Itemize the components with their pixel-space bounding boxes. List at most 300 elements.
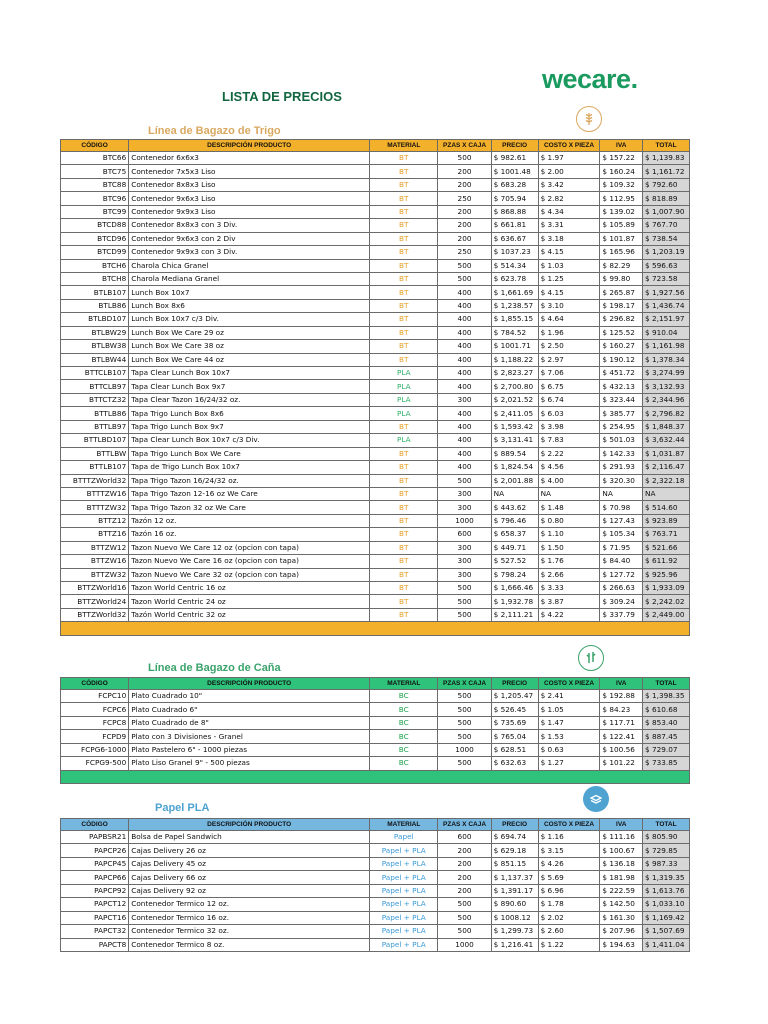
total-cell: $ 763.71 xyxy=(643,528,690,541)
price-cell: $ 1,205.47 xyxy=(491,690,538,703)
iva-cell: $ 71.95 xyxy=(600,541,643,554)
iva-cell: $ 160.27 xyxy=(600,340,643,353)
code-cell: BTTCLB97 xyxy=(61,380,129,393)
table-row xyxy=(61,925,690,938)
table-row xyxy=(61,299,690,312)
pieces-per-box-cell: 250 xyxy=(438,246,491,259)
cost-per-piece-cell: $ 1.50 xyxy=(538,541,600,554)
total-cell: $ 1,161.72 xyxy=(643,165,690,178)
description-cell: Contenedor 7x5x3 Liso xyxy=(129,165,370,178)
description-cell: Contenedor 6x6x3 xyxy=(129,152,370,165)
code-cell: BTTZW32 xyxy=(61,568,129,581)
iva-cell: $ 111.16 xyxy=(600,831,643,844)
code-cell: FCPC10 xyxy=(61,690,129,703)
table-row xyxy=(61,898,690,911)
code-cell: BTTZW16 xyxy=(61,555,129,568)
total-cell: $ 2,344.96 xyxy=(643,393,690,406)
iva-cell: $ 265.87 xyxy=(600,286,643,299)
total-cell: $ 723.58 xyxy=(643,272,690,285)
material-cell: BT xyxy=(370,178,438,191)
price-cell: $ 765.04 xyxy=(491,730,538,743)
table-row xyxy=(61,884,690,897)
description-cell: Tapa Trigo Tazon 16/24/32 oz. xyxy=(129,474,370,487)
iva-cell: $ 309.24 xyxy=(600,595,643,608)
price-cell: $ 683.28 xyxy=(491,178,538,191)
price-cell: $ 1001.48 xyxy=(491,165,538,178)
pieces-per-box-cell: 200 xyxy=(438,219,491,232)
pieces-per-box-cell: 400 xyxy=(438,286,491,299)
column-header: COSTO X PIEZA xyxy=(538,140,600,152)
description-cell: Tapa Trigo Lunch Box 8x6 xyxy=(129,407,370,420)
pieces-per-box-cell: 400 xyxy=(438,447,491,460)
description-cell: Tazon Nuevo We Care 16 oz (opcion con tapa) xyxy=(129,555,370,568)
material-cell: BT xyxy=(370,326,438,339)
table-row xyxy=(61,219,690,232)
iva-cell: $ 70.98 xyxy=(600,501,643,514)
cost-per-piece-cell: $ 0.80 xyxy=(538,514,600,527)
table-row xyxy=(61,757,690,770)
pieces-per-box-cell: 200 xyxy=(438,884,491,897)
price-cell: $ 982.61 xyxy=(491,152,538,165)
cost-per-piece-cell: $ 1.16 xyxy=(538,831,600,844)
cost-per-piece-cell: NA xyxy=(538,487,600,500)
material-cell: BT xyxy=(370,608,438,621)
description-cell: Tazon World Centric 16 oz xyxy=(129,582,370,595)
material-cell: BT xyxy=(370,259,438,272)
code-cell: BTLBW29 xyxy=(61,326,129,339)
total-cell: $ 3,632.44 xyxy=(643,434,690,447)
total-cell: $ 1,139.83 xyxy=(643,152,690,165)
material-cell: BC xyxy=(370,757,438,770)
iva-cell: $ 127.72 xyxy=(600,568,643,581)
total-cell: $ 1,398.35 xyxy=(643,690,690,703)
iva-cell: $ 122.41 xyxy=(600,730,643,743)
code-cell: BTCD99 xyxy=(61,246,129,259)
total-cell: $ 733.85 xyxy=(643,757,690,770)
total-cell: $ 1,031.87 xyxy=(643,447,690,460)
description-cell: Cajas Delivery 66 oz xyxy=(129,871,370,884)
total-cell: $ 3,132.93 xyxy=(643,380,690,393)
code-cell: FCPG6-1000 xyxy=(61,743,129,756)
price-cell: $ 1037.23 xyxy=(491,246,538,259)
code-cell: PAPCT8 xyxy=(61,938,129,951)
table-row xyxy=(61,857,690,870)
column-header: PRECIO xyxy=(491,140,538,152)
material-cell: BT xyxy=(370,299,438,312)
pieces-per-box-cell: 1000 xyxy=(438,938,491,951)
pieces-per-box-cell: 400 xyxy=(438,434,491,447)
cost-per-piece-cell: $ 2.02 xyxy=(538,911,600,924)
cost-per-piece-cell: $ 2.60 xyxy=(538,925,600,938)
iva-cell: $ 157.22 xyxy=(600,152,643,165)
table-row xyxy=(61,272,690,285)
cost-per-piece-cell: $ 2.97 xyxy=(538,353,600,366)
cost-per-piece-cell: $ 3.18 xyxy=(538,232,600,245)
total-cell: $ 767.70 xyxy=(643,219,690,232)
iva-cell: $ 161.30 xyxy=(600,911,643,924)
cost-per-piece-cell: $ 4.34 xyxy=(538,205,600,218)
iva-cell: $ 222.59 xyxy=(600,884,643,897)
price-cell: $ 705.94 xyxy=(491,192,538,205)
column-header: MATERIAL xyxy=(370,678,438,690)
description-cell: Tapa de Trigo Lunch Box 10x7 xyxy=(129,461,370,474)
description-cell: Contenedor 8x8x3 Liso xyxy=(129,178,370,191)
cost-per-piece-cell: $ 1.97 xyxy=(538,152,600,165)
table-row xyxy=(61,407,690,420)
pieces-per-box-cell: 500 xyxy=(438,757,491,770)
cost-per-piece-cell: $ 2.50 xyxy=(538,340,600,353)
description-cell: Lunch Box We Care 38 oz xyxy=(129,340,370,353)
iva-cell: $ 142.50 xyxy=(600,898,643,911)
pieces-per-box-cell: 300 xyxy=(438,501,491,514)
column-header: CÓDIGO xyxy=(61,678,129,690)
total-cell: $ 987.33 xyxy=(643,857,690,870)
pieces-per-box-cell: 400 xyxy=(438,326,491,339)
table-row xyxy=(61,246,690,259)
price-cell: $ 1,391.17 xyxy=(491,884,538,897)
material-cell: PLA xyxy=(370,380,438,393)
code-cell: BTC66 xyxy=(61,152,129,165)
cost-per-piece-cell: $ 1.96 xyxy=(538,326,600,339)
code-cell: BTTLB107 xyxy=(61,461,129,474)
table-row xyxy=(61,367,690,380)
material-cell: BT xyxy=(370,541,438,554)
total-cell: $ 818.89 xyxy=(643,192,690,205)
table-row xyxy=(61,474,690,487)
cost-per-piece-cell: $ 6.96 xyxy=(538,884,600,897)
pieces-per-box-cell: 400 xyxy=(438,299,491,312)
iva-cell: $ 320.30 xyxy=(600,474,643,487)
cost-per-piece-cell: $ 1.25 xyxy=(538,272,600,285)
price-cell: $ 889.54 xyxy=(491,447,538,460)
pieces-per-box-cell: 300 xyxy=(438,555,491,568)
description-cell: Tapa Clear Lunch Box 10x7 xyxy=(129,367,370,380)
total-cell: $ 853.40 xyxy=(643,716,690,729)
table-header-row xyxy=(61,140,690,152)
description-cell: Tazon Nuevo We Care 32 oz (opcion con tapa) xyxy=(129,568,370,581)
material-cell: BC xyxy=(370,730,438,743)
total-cell: $ 2,322.18 xyxy=(643,474,690,487)
material-cell: PLA xyxy=(370,434,438,447)
cost-per-piece-cell: $ 1.27 xyxy=(538,757,600,770)
code-cell: BTC88 xyxy=(61,178,129,191)
code-cell: BTTTZWorld32 xyxy=(61,474,129,487)
total-cell: $ 887.45 xyxy=(643,730,690,743)
pieces-per-box-cell: 300 xyxy=(438,393,491,406)
description-cell: Tapa Trigo Lunch Box We Care xyxy=(129,447,370,460)
description-cell: Tapa Trigo Lunch Box 9x7 xyxy=(129,420,370,433)
pieces-per-box-cell: 400 xyxy=(438,367,491,380)
pieces-per-box-cell: 400 xyxy=(438,420,491,433)
iva-cell: $ 323.44 xyxy=(600,393,643,406)
material-cell: BT xyxy=(370,595,438,608)
column-header: COSTO X PIEZA xyxy=(538,819,600,831)
price-cell: $ 449.71 xyxy=(491,541,538,554)
description-cell: Contenedor Termico 8 oz. xyxy=(129,938,370,951)
column-header: MATERIAL xyxy=(370,140,438,152)
cost-per-piece-cell: $ 4.15 xyxy=(538,246,600,259)
material-cell: Papel + PLA xyxy=(370,857,438,870)
cost-per-piece-cell: $ 2.66 xyxy=(538,568,600,581)
price-cell: $ 1,188.22 xyxy=(491,353,538,366)
material-cell: BT xyxy=(370,501,438,514)
material-cell: Papel + PLA xyxy=(370,898,438,911)
price-table-trigo xyxy=(60,139,690,636)
table-row xyxy=(61,165,690,178)
material-cell: BT xyxy=(370,232,438,245)
material-cell: BT xyxy=(370,219,438,232)
pieces-per-box-cell: 400 xyxy=(438,407,491,420)
total-cell: $ 1,007.90 xyxy=(643,205,690,218)
material-cell: BT xyxy=(370,313,438,326)
material-cell: BT xyxy=(370,272,438,285)
cost-per-piece-cell: $ 3.42 xyxy=(538,178,600,191)
price-cell: $ 796.46 xyxy=(491,514,538,527)
cost-per-piece-cell: $ 1.53 xyxy=(538,730,600,743)
iva-cell: NA xyxy=(600,487,643,500)
iva-cell: $ 254.95 xyxy=(600,420,643,433)
description-cell: Cajas Delivery 45 oz xyxy=(129,857,370,870)
material-cell: BC xyxy=(370,716,438,729)
description-cell: Contenedor Termico 32 oz. xyxy=(129,925,370,938)
pieces-per-box-cell: 500 xyxy=(438,730,491,743)
column-header: CÓDIGO xyxy=(61,819,129,831)
iva-cell: $ 136.18 xyxy=(600,857,643,870)
total-cell: $ 729.07 xyxy=(643,743,690,756)
code-cell: BTCD96 xyxy=(61,232,129,245)
column-header: TOTAL xyxy=(643,678,690,690)
price-cell: $ 1,593.42 xyxy=(491,420,538,433)
total-cell: $ 1,613.76 xyxy=(643,884,690,897)
iva-cell: $ 84.23 xyxy=(600,703,643,716)
cost-per-piece-cell: $ 1.05 xyxy=(538,703,600,716)
table-row xyxy=(61,501,690,514)
code-cell: BTTZ12 xyxy=(61,514,129,527)
iva-cell: $ 84.40 xyxy=(600,555,643,568)
material-cell: BT xyxy=(370,192,438,205)
pieces-per-box-cell: 200 xyxy=(438,232,491,245)
table-row xyxy=(61,286,690,299)
pieces-per-box-cell: 600 xyxy=(438,831,491,844)
section-footer-bar xyxy=(61,770,690,783)
material-cell: BT xyxy=(370,582,438,595)
cost-per-piece-cell: $ 3.98 xyxy=(538,420,600,433)
price-cell: $ 890.60 xyxy=(491,898,538,911)
description-cell: Contenedor 9x9x3 con 3 Div. xyxy=(129,246,370,259)
price-cell: $ 1,137.37 xyxy=(491,871,538,884)
table-row xyxy=(61,326,690,339)
description-cell: Tazon World Centric 24 oz xyxy=(129,595,370,608)
code-cell: BTC96 xyxy=(61,192,129,205)
cost-per-piece-cell: $ 1.76 xyxy=(538,555,600,568)
cost-per-piece-cell: $ 2.41 xyxy=(538,690,600,703)
table-row xyxy=(61,582,690,595)
total-cell: $ 610.68 xyxy=(643,703,690,716)
column-header: TOTAL xyxy=(643,140,690,152)
pieces-per-box-cell: 500 xyxy=(438,608,491,621)
code-cell: BTTZWorld16 xyxy=(61,582,129,595)
pieces-per-box-cell: 500 xyxy=(438,582,491,595)
pieces-per-box-cell: 500 xyxy=(438,898,491,911)
code-cell: BTTLB97 xyxy=(61,420,129,433)
total-cell: $ 910.04 xyxy=(643,326,690,339)
pieces-per-box-cell: 1000 xyxy=(438,743,491,756)
iva-cell: $ 160.24 xyxy=(600,165,643,178)
total-cell: $ 2,151.97 xyxy=(643,313,690,326)
column-header: PRECIO xyxy=(491,819,538,831)
material-cell: BC xyxy=(370,703,438,716)
total-cell: $ 1,927.56 xyxy=(643,286,690,299)
price-cell: $ 2,021.52 xyxy=(491,393,538,406)
price-cell: $ 2,411.05 xyxy=(491,407,538,420)
code-cell: PAPCT16 xyxy=(61,911,129,924)
price-cell: $ 1,666.46 xyxy=(491,582,538,595)
description-cell: Tapa Trigo Tazon 32 oz We Care xyxy=(129,501,370,514)
pieces-per-box-cell: 400 xyxy=(438,340,491,353)
material-cell: Papel + PLA xyxy=(370,871,438,884)
pieces-per-box-cell: 200 xyxy=(438,871,491,884)
iva-cell: $ 198.17 xyxy=(600,299,643,312)
code-cell: BTTTZW32 xyxy=(61,501,129,514)
code-cell: BTLB86 xyxy=(61,299,129,312)
material-cell: PLA xyxy=(370,407,438,420)
table-row xyxy=(61,393,690,406)
cost-per-piece-cell: $ 3.15 xyxy=(538,844,600,857)
total-cell: $ 1,378.34 xyxy=(643,353,690,366)
price-cell: $ 1,299.73 xyxy=(491,925,538,938)
price-cell: $ 851.15 xyxy=(491,857,538,870)
wheat-icon xyxy=(576,106,602,132)
pieces-per-box-cell: 500 xyxy=(438,595,491,608)
cost-per-piece-cell: $ 6.03 xyxy=(538,407,600,420)
column-header: DESCRIPCIÓN PRODUCTO xyxy=(129,140,370,152)
table-row xyxy=(61,434,690,447)
pieces-per-box-cell: 300 xyxy=(438,541,491,554)
column-header: PRECIO xyxy=(491,678,538,690)
pieces-per-box-cell: 500 xyxy=(438,925,491,938)
section-footer-bar xyxy=(61,622,690,635)
table-row xyxy=(61,313,690,326)
description-cell: Plato Cuadrado 6" xyxy=(129,703,370,716)
description-cell: Bolsa de Papel Sandwich xyxy=(129,831,370,844)
description-cell: Lunch Box We Care 29 oz xyxy=(129,326,370,339)
material-cell: BC xyxy=(370,690,438,703)
iva-cell: $ 194.63 xyxy=(600,938,643,951)
price-cell: $ 514.34 xyxy=(491,259,538,272)
price-cell: $ 1,661.69 xyxy=(491,286,538,299)
code-cell: BTLBD107 xyxy=(61,313,129,326)
total-cell: $ 596.63 xyxy=(643,259,690,272)
cost-per-piece-cell: $ 4.26 xyxy=(538,857,600,870)
price-cell: $ 632.63 xyxy=(491,757,538,770)
iva-cell: $ 139.02 xyxy=(600,205,643,218)
material-cell: Papel + PLA xyxy=(370,884,438,897)
price-cell: $ 694.74 xyxy=(491,831,538,844)
pieces-per-box-cell: 400 xyxy=(438,353,491,366)
pieces-per-box-cell: 500 xyxy=(438,259,491,272)
table-row xyxy=(61,716,690,729)
section-title-papel: Papel PLA xyxy=(155,802,210,814)
price-cell: $ 1001.71 xyxy=(491,340,538,353)
total-cell: $ 925.96 xyxy=(643,568,690,581)
description-cell: Plato Cuadrado 10" xyxy=(129,690,370,703)
iva-cell: $ 100.56 xyxy=(600,743,643,756)
price-cell: $ 526.45 xyxy=(491,703,538,716)
total-cell: $ 1,507.69 xyxy=(643,925,690,938)
total-cell: $ 2,796.82 xyxy=(643,407,690,420)
section-title-trigo: Línea de Bagazo de Trigo xyxy=(148,125,281,137)
description-cell: Contenedor 9x9x3 Liso xyxy=(129,205,370,218)
description-cell: Tazón 12 oz. xyxy=(129,514,370,527)
price-cell: $ 3,131.41 xyxy=(491,434,538,447)
code-cell: FCPC8 xyxy=(61,716,129,729)
table-row xyxy=(61,568,690,581)
iva-cell: $ 82.29 xyxy=(600,259,643,272)
iva-cell: $ 207.96 xyxy=(600,925,643,938)
description-cell: Lunch Box 8x6 xyxy=(129,299,370,312)
total-cell: $ 2,242.02 xyxy=(643,595,690,608)
description-cell: Contenedor Termico 16 oz. xyxy=(129,911,370,924)
description-cell: Contenedor 8x8x3 con 3 Div. xyxy=(129,219,370,232)
column-header: MATERIAL xyxy=(370,819,438,831)
cost-per-piece-cell: $ 4.22 xyxy=(538,608,600,621)
total-cell: $ 2,116.47 xyxy=(643,461,690,474)
code-cell: BTCD88 xyxy=(61,219,129,232)
pieces-per-box-cell: 400 xyxy=(438,461,491,474)
code-cell: BTC99 xyxy=(61,205,129,218)
table-row xyxy=(61,192,690,205)
description-cell: Lunch Box We Care 44 oz xyxy=(129,353,370,366)
cost-per-piece-cell: $ 1.22 xyxy=(538,938,600,951)
price-cell: $ 1,824.54 xyxy=(491,461,538,474)
price-cell: $ 1,238.57 xyxy=(491,299,538,312)
material-cell: BT xyxy=(370,461,438,474)
cost-per-piece-cell: $ 1.47 xyxy=(538,716,600,729)
description-cell: Contenedor 9x6x3 Liso xyxy=(129,192,370,205)
table-row xyxy=(61,178,690,191)
table-row xyxy=(61,447,690,460)
material-cell: BT xyxy=(370,447,438,460)
iva-cell: $ 105.34 xyxy=(600,528,643,541)
price-cell: $ 636.67 xyxy=(491,232,538,245)
material-cell: BT xyxy=(370,474,438,487)
code-cell: FCPG9-500 xyxy=(61,757,129,770)
code-cell: BTTCTZ32 xyxy=(61,393,129,406)
table-row xyxy=(61,831,690,844)
iva-cell: $ 105.89 xyxy=(600,219,643,232)
pieces-per-box-cell: 200 xyxy=(438,178,491,191)
total-cell: $ 1,319.35 xyxy=(643,871,690,884)
price-cell: $ 868.88 xyxy=(491,205,538,218)
code-cell: FCPC6 xyxy=(61,703,129,716)
material-cell: Papel + PLA xyxy=(370,925,438,938)
cost-per-piece-cell: $ 4.64 xyxy=(538,313,600,326)
total-cell: $ 514.60 xyxy=(643,501,690,514)
code-cell: PAPCP45 xyxy=(61,857,129,870)
column-header: PZAS X CAJA xyxy=(438,819,491,831)
column-header: TOTAL xyxy=(643,819,690,831)
page-title: LISTA DE PRECIOS xyxy=(222,89,342,104)
code-cell: PAPCT32 xyxy=(61,925,129,938)
code-cell: BTTZWorld32 xyxy=(61,608,129,621)
description-cell: Tapa Trigo Tazon 12-16 oz We Care xyxy=(129,487,370,500)
iva-cell: $ 190.12 xyxy=(600,353,643,366)
cost-per-piece-cell: $ 6.75 xyxy=(538,380,600,393)
material-cell: Papel + PLA xyxy=(370,844,438,857)
description-cell: Tazon Nuevo We Care 12 oz (opcion con tapa) xyxy=(129,541,370,554)
code-cell: BTTZW12 xyxy=(61,541,129,554)
iva-cell: $ 337.79 xyxy=(600,608,643,621)
